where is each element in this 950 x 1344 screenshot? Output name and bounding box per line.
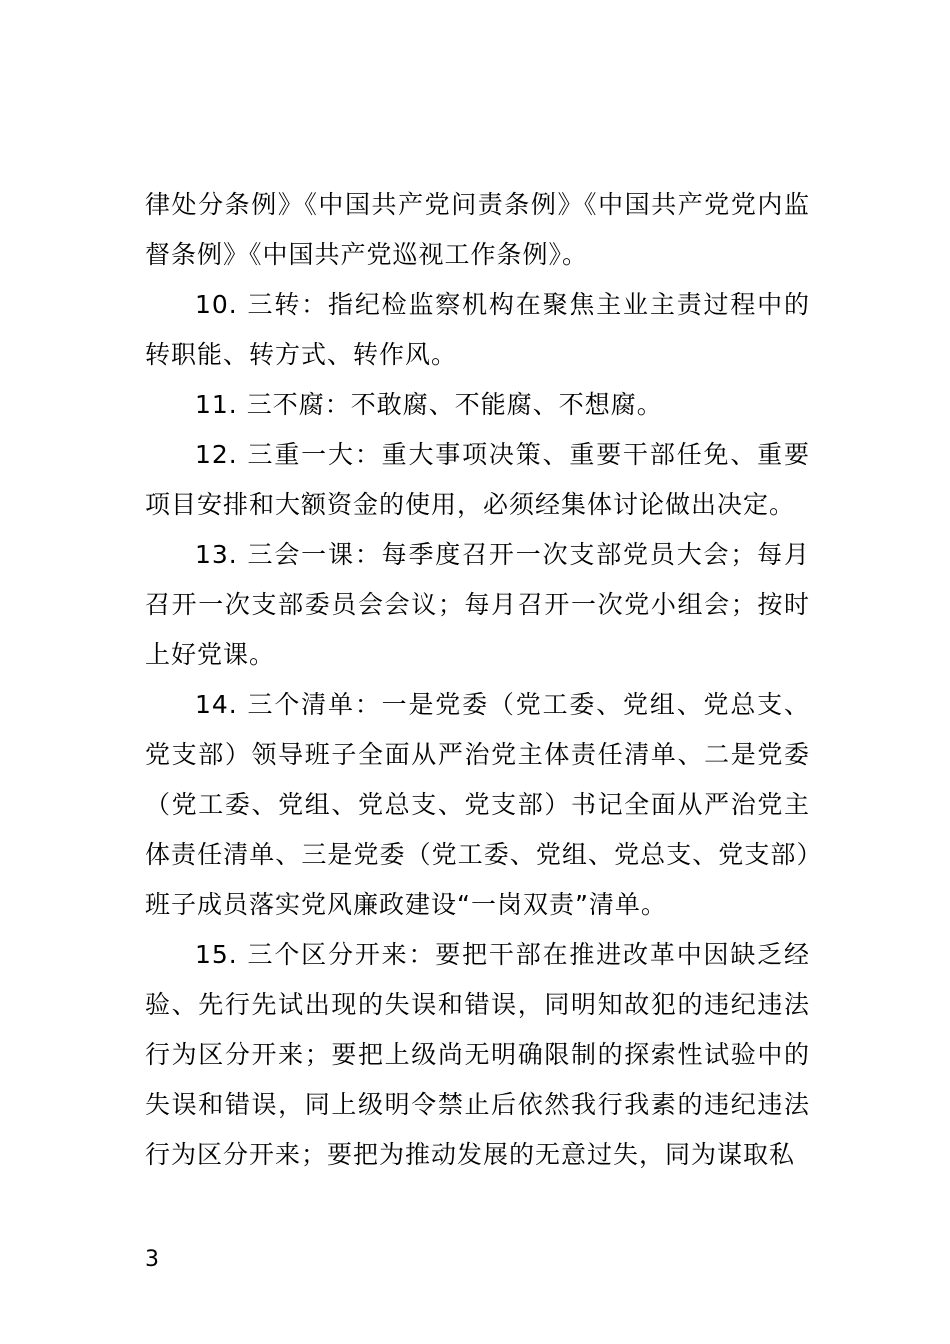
- paragraph-item-12: 12. 三重一大：重大事项决策、重要干部任免、重要项目安排和大额资金的使用，必须经集体讨论做出决定。: [145, 440, 810, 519]
- paragraph-item-11: 11. 三不腐：不敢腐、不能腐、不想腐。: [195, 390, 663, 419]
- paragraph-item-15: 15. 三个区分开来：要把干部在推进改革中因缺乏经验、先行先试出现的失误和错误，同明知故犯的违纪违法行为区分开来；要把上级尚无明确限制的探索性试验中的失误和错误，同上级明令禁止后依然我行我素的违纪违法行为区分开来；要把为推动发展的无意过失，同为谋取私: [145, 940, 810, 1169]
- document-body: [145, 180, 810, 1180]
- paragraph-item-13: 13. 三会一课：每季度召开一次支部党员大会；每月召开一次支部委员会会议；每月召开一次党小组会；按时上好党课。: [145, 540, 810, 669]
- paragraph-regulations-continued: 律处分条例》《中国共产党问责条例》《中国共产党党内监督条例》《中国共产党巡视工作条例》。: [145, 190, 810, 269]
- page-number: 3: [145, 1247, 159, 1272]
- paragraph-item-14: 14. 三个清单：一是党委（党工委、党组、党总支、党支部）领导班子全面从严治党主体责任清单、二是党委（党工委、党组、党总支、党支部）书记全面从严治党主体责任清单、三是党委（党工委、党组、党总支、党支部）班子成员落实党风廉政建设“一岗双责”清单。: [145, 690, 810, 919]
- paragraph-item-10: 10. 三转：指纪检监察机构在聚焦主业主责过程中的转职能、转方式、转作风。: [145, 290, 810, 369]
